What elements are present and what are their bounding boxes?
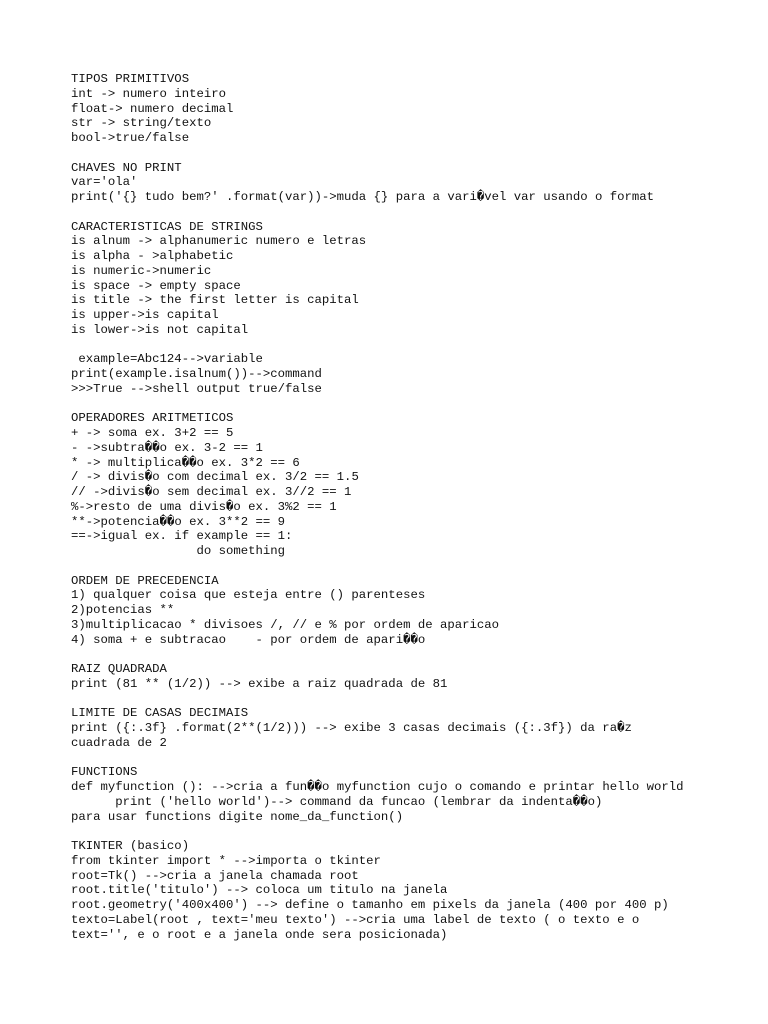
text-line: print(example.isalnum())-->command [71,367,322,381]
text-line: int -> numero inteiro [71,86,226,101]
section-heading: TKINTER (basico) [71,839,190,853]
section-heading: OPERADORES ARITMETICOS [71,411,234,426]
document-page [71,72,761,957]
section-heading: RAIZ QUADRADA [71,662,167,676]
section-raiz-quadrada [71,662,761,692]
section-tkinter [71,839,761,942]
text-line: print('{} tudo bem?' .format(var))->muda {} para a vari�vel var usando o format [71,190,654,204]
text-line: texto=Label(root , text='meu texto') -->cria uma label de texto ( o texto e o [71,912,640,927]
text-line: print ({:.3f} .format(2**(1/2))) --> exibe 3 casas decimais ({:.3f}) da ra�z [71,721,632,735]
text-line: is title -> the first letter is capital [71,293,359,308]
section-heading: CARACTERISTICAS DE STRINGS [71,219,263,234]
text-line: float-> numero decimal [71,101,234,116]
section-limite-de-casas-decimais [71,706,761,750]
section-example [71,352,761,396]
text-line: bool->true/false [71,131,190,145]
section-heading: FUNCTIONS [71,765,138,780]
text-line: root.title('titulo') --> coloca um titulo na janela [71,883,448,898]
text-line: para usar functions digite nome_da_function() [71,809,404,824]
text-line: is upper->is capital [71,308,219,322]
text-line: text='', e o root e a janela onde sera posicionada) [71,927,448,942]
text-line: root=Tk() -->cria a janela chamada root [71,868,359,883]
text-line: is space -> empty space [71,278,241,293]
section-heading: ORDEM DE PRECEDENCIA [71,573,219,588]
text-line: ==->igual ex. if example == 1: [71,529,293,544]
text-line: 4) soma + e subtracao - por ordem de apari��o [71,632,426,647]
text-line: 1) qualquer coisa que esteja entre () parenteses [71,588,426,603]
text-line: root.geometry('400x400') --> define o tamanho em pixels da janela (400 por 400 p) [71,898,669,912]
section-chaves-no-print [71,161,761,205]
text-line: / -> divis�o com decimal ex. 3/2 == 1.5 [71,470,359,485]
section-functions [71,765,761,824]
text-line: var='ola' [71,175,138,190]
text-line: def myfunction (): -->cria a fun��o myfunction cujo o comando e printar hello world [71,780,684,794]
section-ordem-de-precedencia [71,574,761,648]
text-line: **->potencia��o ex. 3**2 == 9 [71,514,286,529]
text-line: >>>True -->shell output true/false [71,381,322,396]
text-line: cuadrada de 2 [71,735,167,750]
text-line: - ->subtra��o ex. 3-2 == 1 [71,440,263,455]
text-line: * -> multiplica��o ex. 3*2 == 6 [71,455,300,470]
text-line: print ('hello world')--> command da funcao (lembrar da indenta��o) [71,794,603,809]
section-heading: TIPOS PRIMITIVOS [71,72,190,86]
text-line: print (81 ** (1/2)) --> exibe a raiz quadrada de 81 [71,676,448,691]
text-line: is alpha - >alphabetic [71,249,234,263]
text-line: from tkinter import * -->importa o tkinter [71,853,381,868]
text-line: is alnum -> alphanumeric numero e letras [71,234,367,249]
text-line: 3)multiplicacao * divisoes /, // e % por ordem de aparicao [71,617,500,632]
section-caracteristicas-de-strings [71,220,761,338]
section-heading: LIMITE DE CASAS DECIMAIS [71,706,249,721]
text-line: example=Abc124-->variable [71,352,263,367]
text-line: 2)potencias ** [71,603,175,617]
section-operadores-aritmeticos [71,411,761,559]
text-line: %->resto de uma divis�o ex. 3%2 == 1 [71,499,337,514]
section-heading: CHAVES NO PRINT [71,160,182,175]
section-tipos-primitivos [71,72,761,146]
text-line: do something [71,544,286,558]
text-line: is lower->is not capital [71,322,249,337]
text-line: str -> string/texto [71,116,212,131]
text-line: + -> soma ex. 3+2 == 5 [71,426,234,440]
text-line: is numeric->numeric [71,263,212,278]
text-line: // ->divis�o sem decimal ex. 3//2 == 1 [71,485,352,499]
